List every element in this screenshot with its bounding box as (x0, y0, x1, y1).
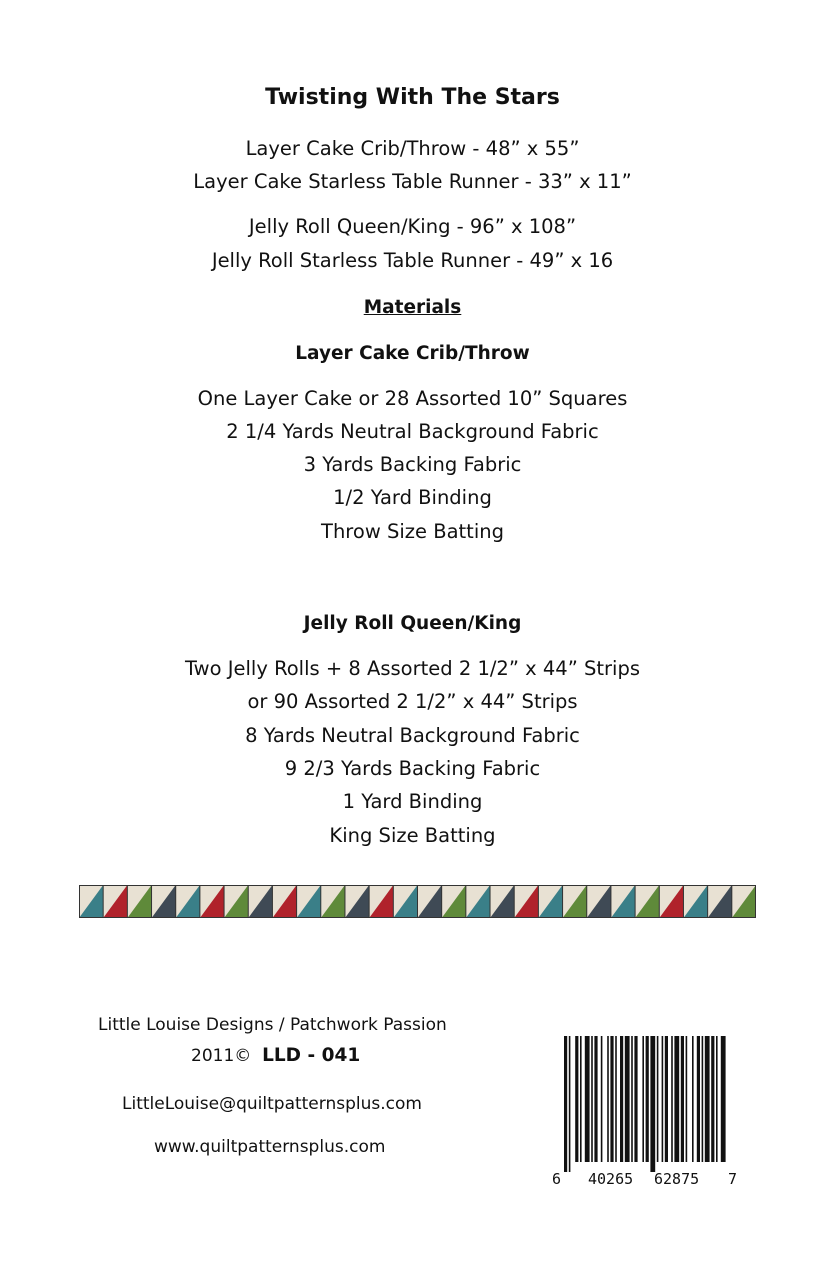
barcode-bar (569, 1036, 571, 1172)
material-item: 1/2 Yard Binding (333, 486, 492, 509)
barcode-bar (591, 1036, 593, 1162)
material-item: or 90 Assorted 2 1/2” x 44” Strips (247, 690, 578, 713)
materials-heading: Materials (363, 297, 462, 318)
barcode-bar (657, 1036, 659, 1162)
size-layer-cake-runner: Layer Cake Starless Table Runner - 33” x 11” (193, 170, 632, 193)
barcode-bar (575, 1036, 578, 1162)
material-item: 9 2/3 Yards Backing Fabric (284, 757, 541, 780)
size-layer-cake-throw: Layer Cake Crib/Throw - 48” x 55” (245, 137, 580, 160)
barcode-bar (721, 1036, 726, 1162)
section-heading-jelly-roll: Jelly Roll Queen/King (303, 613, 522, 634)
barcode-bar (650, 1036, 655, 1172)
barcode-bar (634, 1036, 637, 1162)
material-item: 1 Yard Binding (342, 790, 483, 813)
barcode-bar (631, 1036, 633, 1162)
barcode-bar (607, 1036, 609, 1162)
barcode-bar (705, 1036, 710, 1162)
pattern-code: LLD - 041 (262, 1045, 361, 1066)
upc-barcode (546, 1036, 742, 1188)
material-item: One Layer Cake or 28 Assorted 10” Squares (197, 387, 628, 410)
material-item: 8 Yards Neutral Background Fabric (245, 724, 580, 747)
barcode-bar (564, 1036, 567, 1172)
section-heading-layer-cake: Layer Cake Crib/Throw (295, 343, 530, 364)
designer-name: Little Louise Designs / Patchwork Passion (98, 1015, 447, 1035)
website-url: www.quiltpatternsplus.com (154, 1137, 386, 1157)
flying-geese-border-strip (79, 885, 756, 918)
barcode-bar (610, 1036, 613, 1162)
pattern-title: Twisting With The Stars (265, 85, 560, 110)
barcode-bar (692, 1036, 694, 1162)
barcode-group-right: 62875 (654, 1170, 700, 1188)
barcode-bar (716, 1036, 718, 1162)
barcode-bar (681, 1036, 684, 1162)
barcode-bar (646, 1036, 649, 1162)
material-item: Two Jelly Rolls + 8 Assorted 2 1/2” x 44” Strips (185, 657, 640, 680)
material-item: 3 Yards Backing Fabric (303, 453, 522, 476)
barcode-bar (662, 1036, 664, 1162)
contact-email: LittleLouise@quiltpatternsplus.com (122, 1094, 422, 1114)
size-jelly-roll-runner: Jelly Roll Starless Table Runner - 49” x 16 (211, 249, 614, 272)
copyright-year: 2011© (191, 1046, 252, 1066)
barcode-bar (702, 1036, 704, 1162)
material-item: King Size Batting (329, 824, 496, 847)
barcode-bar (625, 1036, 630, 1162)
barcode-bar (601, 1036, 603, 1162)
barcode-bar (585, 1036, 590, 1162)
barcode-digit-last: 7 (728, 1170, 738, 1188)
barcode-bar (594, 1036, 597, 1162)
size-jelly-roll-queen-king: Jelly Roll Queen/King - 96” x 108” (248, 215, 577, 238)
barcode-bar (671, 1036, 673, 1162)
barcode-bar (686, 1036, 688, 1162)
barcode-bar (580, 1036, 582, 1162)
material-item: 2 1/4 Yards Neutral Background Fabric (226, 420, 599, 443)
copyright-line (191, 1045, 360, 1067)
material-item: Throw Size Batting (321, 520, 504, 543)
barcode-bar (642, 1036, 644, 1162)
barcode-bar (665, 1036, 668, 1162)
barcode-bar (615, 1036, 617, 1162)
barcode-digit-first: 6 (552, 1170, 562, 1188)
barcode-bar (711, 1036, 714, 1162)
barcode-group-left: 40265 (588, 1170, 634, 1188)
barcode-bar (697, 1036, 700, 1162)
barcode-bar (620, 1036, 623, 1162)
barcode-bar (674, 1036, 679, 1162)
